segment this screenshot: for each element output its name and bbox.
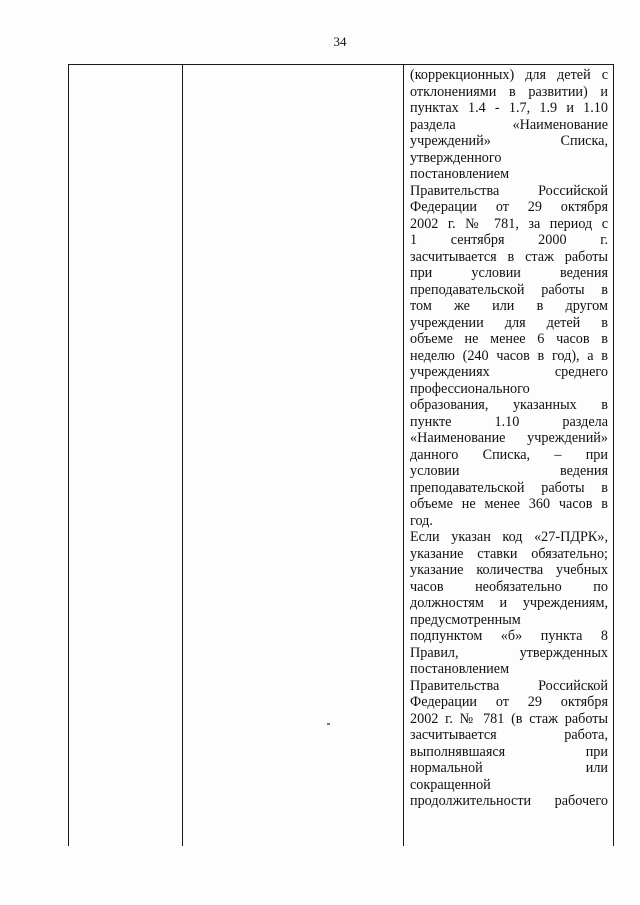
cell-line: утвержденного: [410, 149, 502, 166]
cell-line: пунктах 1.4 - 1.7, 1.9 и 1.10: [410, 100, 608, 116]
cell-line: раздела «Наименование: [410, 116, 608, 133]
cell-line: предусмотренным: [410, 611, 521, 628]
cell-line: Если указан код «27-ПДРК»,: [410, 529, 608, 545]
document-table: [68, 64, 614, 846]
cell-line: объеме не менее 360 часов в: [410, 496, 608, 512]
cell-line: подпунктом «б» пункта 8: [410, 628, 608, 644]
cell-line: год.: [410, 512, 433, 529]
cell-line: пункте 1.10 раздела: [410, 413, 608, 430]
cell-line: нормальной или: [410, 760, 608, 776]
cell-line: указание количества учебных: [410, 562, 608, 578]
cell-line: часов необязательно по: [410, 578, 608, 595]
cell-line: 2002 г. № 781 (в стаж работы: [410, 710, 608, 727]
cell-line: (коррекционных) для детей с: [410, 67, 608, 83]
cell-line: Правил, утвержденных: [410, 644, 608, 661]
cell-line: 1 сентября 2000 г.: [410, 232, 608, 248]
cell-line: Правительства Российской: [410, 182, 608, 199]
cell-line: сокращенной: [410, 776, 491, 793]
cell-line: продолжительности рабочего: [410, 793, 608, 809]
scan-speck: [327, 723, 330, 725]
cell-line: объеме не менее 6 часов в: [410, 331, 608, 347]
cell-line: учреждении для детей в: [410, 314, 608, 331]
cell-line: профессионального: [410, 380, 530, 397]
cell-line: должностям и учреждениям,: [410, 595, 608, 611]
cell-line: постановлением: [410, 661, 510, 677]
cell-line: 2002 г. № 781, за период с: [410, 215, 608, 232]
cell-line: учреждений» Списка,: [410, 133, 608, 149]
cell-line: выполнявшаяся при: [410, 743, 608, 760]
cell-line: отклонениями в развитии) и: [410, 83, 608, 100]
cell-line: неделю (240 часов в год), а в: [410, 347, 608, 364]
column-divider-2: [403, 65, 404, 846]
cell-line: Федерации от 29 октября: [410, 199, 608, 215]
cell-line: «Наименование учреждений»: [410, 430, 608, 446]
cell-line: указание ставки обязательно;: [410, 545, 608, 562]
cell-line: Федерации от 29 октября: [410, 694, 608, 710]
column-divider-1: [182, 65, 183, 846]
cell-line: засчитывается в стаж работы: [410, 248, 608, 265]
cell-line: образования, указанных в: [410, 397, 608, 413]
cell-line: засчитывается работа,: [410, 727, 608, 743]
cell-line: данного Списка, – при: [410, 446, 608, 463]
cell-line: преподавательской работы в: [410, 479, 608, 496]
cell-line: Правительства Российской: [410, 677, 608, 694]
right-cell-text: [410, 67, 608, 810]
page-number: 34: [333, 34, 347, 49]
cell-line: учреждениях среднего: [410, 364, 608, 380]
cell-line: преподавательской работы в: [410, 281, 608, 298]
cell-line: при условии ведения: [410, 265, 608, 281]
cell-line: том же или в другом: [410, 298, 608, 314]
cell-line: условии ведения: [410, 463, 608, 479]
cell-line: постановлением: [410, 166, 510, 182]
